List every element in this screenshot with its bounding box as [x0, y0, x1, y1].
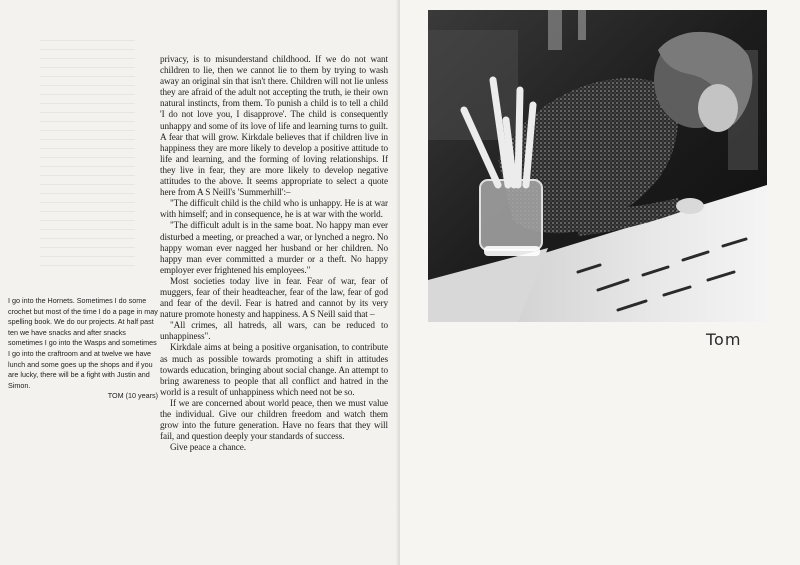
article-paragraph: Give peace a chance.	[170, 442, 246, 453]
caption-credit: TOM (10 years)	[107, 391, 158, 401]
show-through-text	[40, 40, 135, 270]
article-column	[160, 54, 388, 453]
caption-body: I go into the Hornets. Sometimes I do some crochet but most of the time I do a page in may spelling book. We do our projects. At half past ten we have snacks and after snacks sometimes I go into the Wasps and sometimes I go into the craftroom and at twelve we have lunch and some goes up the shops and if you are lucky, there will be a fight with Justin and Simon.	[8, 296, 158, 390]
article-paragraph: If we are concerned about world peace, then we must value the individual. Give our children freedom and watch them grow into the future generation. Have no fears that they will fail, and question deeply your standards of success.	[160, 397, 388, 442]
handwritten-name-label: Tom	[706, 330, 742, 349]
article-paragraph: privacy, is to misunderstand childhood. If we do not want children to lie, then we cannot lie to them by trying to wash away an original sin that isn't there. Children will not lie unless they are afraid of the adult not accepting the truth, ie their own natural instincts, from them. To punish a child is to tell a child 'I do not love you, I disapprove'. The child is consequently unhappy and some of its love of life and learning turns to guilt. A fear that will grow. Kirkdale believes that if children live in happiness they are more likely to develop a positive attitude to life and learning, and the forming of loving relationships. If they live in fear, they are more likely to develop negative attitudes to the above. It seems appropriate to select a quote here from A S Neill's 'Summerhill':–	[160, 54, 388, 198]
article-paragraph: "The difficult child is the child who is unhappy. He is at war with himself; and in consequence, he is at war with the world.	[160, 198, 388, 220]
child-quote-caption	[8, 296, 158, 402]
article-paragraph: Kirkdale aims at being a positive organisation, to contribute as much as possible towards promoting a shift in attitudes towards education, bringing about social change. An attempt to bring awareness to people that all conflict and hatred in the world is a result of unhappiness which need not be so.	[160, 342, 388, 397]
article-paragraph: "The difficult adult is in the same boat. No happy man ever disturbed a meeting, or preached a war, or lynched a negro. No happy woman ever nagged her husband or her children. No happy man ever committed a murder or a theft. No happy employer ever frightened his employees."	[160, 220, 388, 275]
article-paragraph: Most societies today live in fear. Fear of war, fear of muggers, fear of their headteacher, fear of the law, fear of god and fear of the devil. Fear is hatred and cannot by its very nature promote honesty and happiness. A S Neill said that –	[160, 275, 388, 320]
photo-child-painting	[428, 10, 767, 322]
article-paragraph: "All crimes, all hatreds, all wars, can be reduced to unhappiness".	[160, 320, 388, 342]
